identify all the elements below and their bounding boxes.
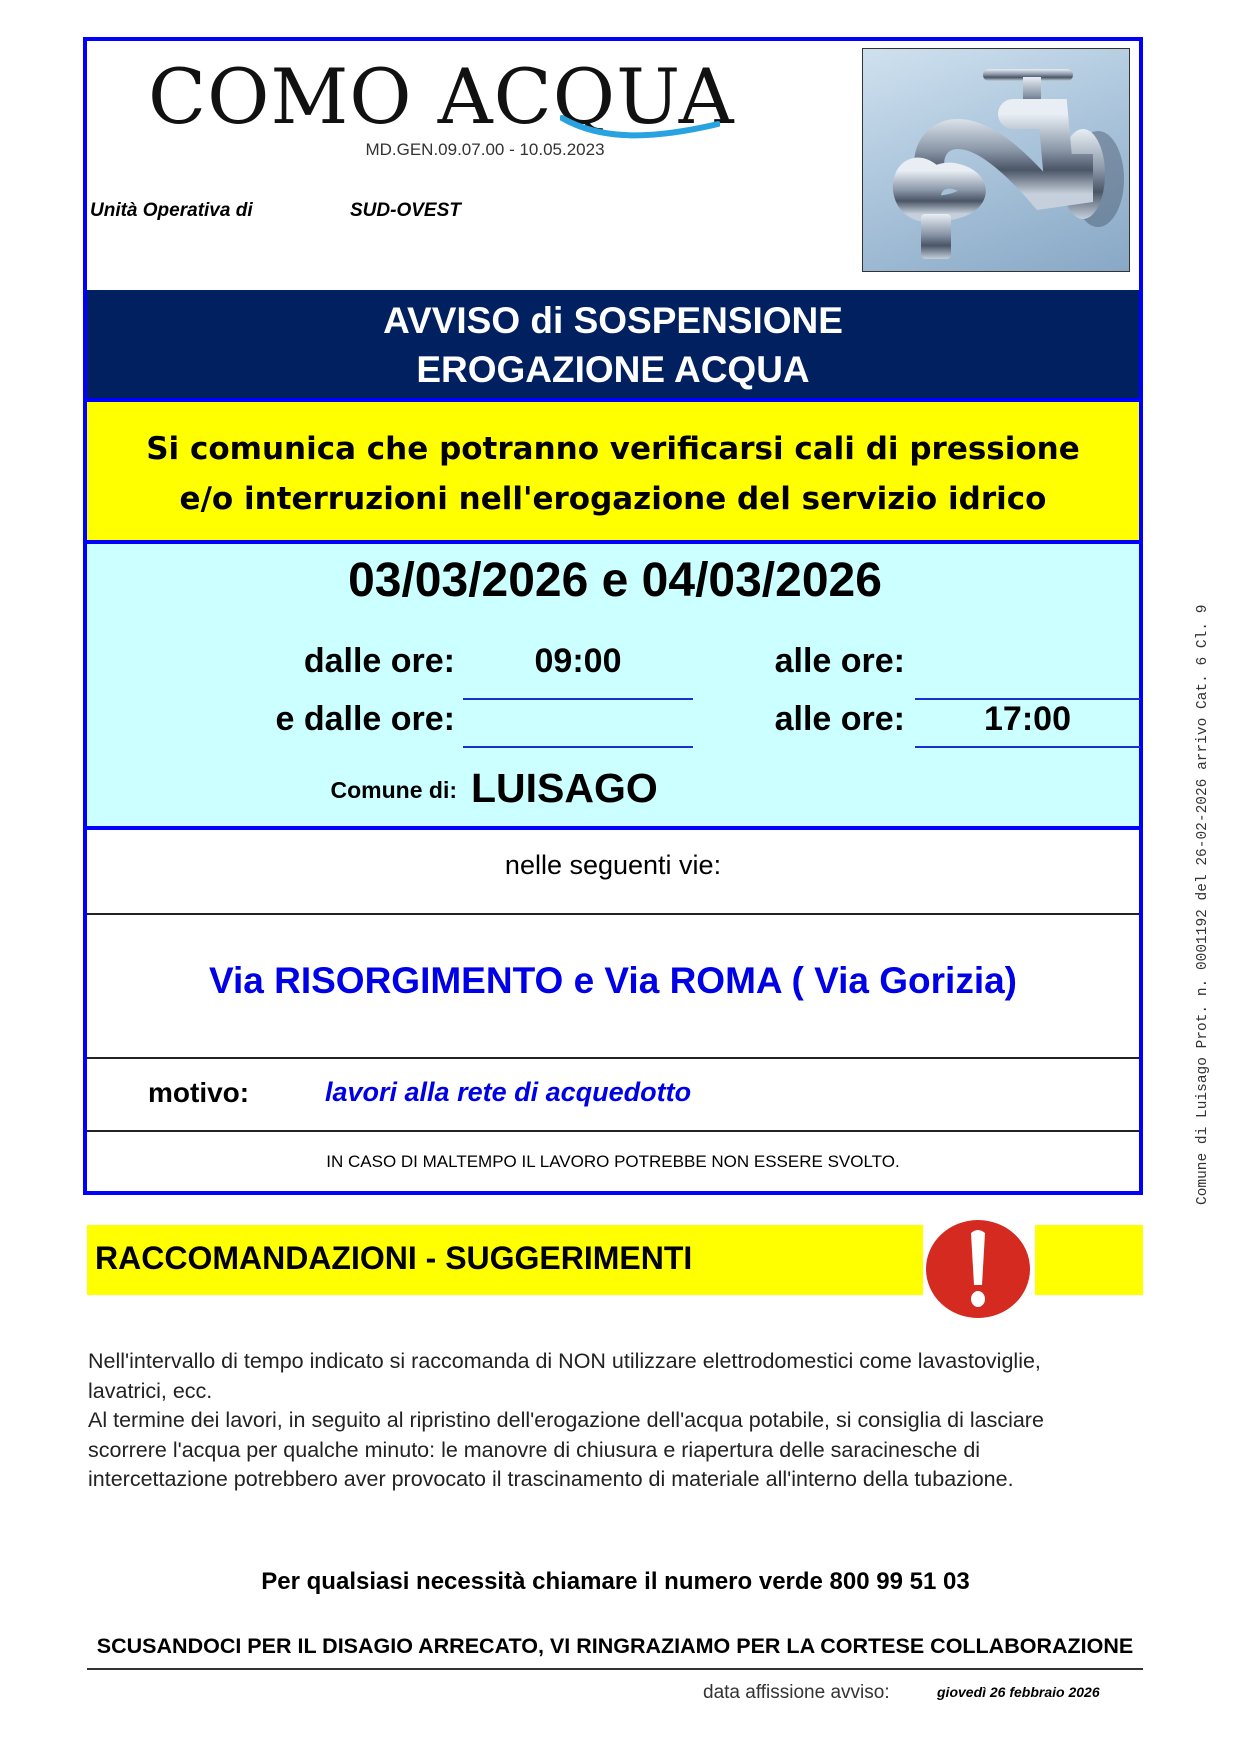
from-time-label-2: e dalle ore: [275, 700, 455, 738]
exclamation-icon [921, 1219, 1035, 1319]
streets-label: nelle seguenti vie: [504, 850, 722, 880]
from-time-label-1: dalle ore: [303, 642, 455, 680]
knotted-faucet-icon [863, 49, 1129, 271]
contact-line: Per qualsiasi necessità chiamare il numero verde 800 99 51 03 [261, 1568, 970, 1595]
footer-rule [87, 1668, 1143, 1670]
notice-title [83, 290, 1143, 402]
unit-label: Unità Operativa di [90, 200, 253, 221]
thanks-line: SCUSANDOCI PER IL DISAGIO ARRECATO, VI RINGRAZIAMO PER LA CORTESE COLLABORAZIONE [96, 1634, 1134, 1658]
title-line-2: EROGAZIONE ACQUA [416, 349, 810, 390]
to-time-value-2: 17:00 [984, 700, 1071, 738]
reason-value: lavori alla rete di acquedotto [325, 1077, 692, 1107]
recommendations-banner-end [1035, 1225, 1143, 1295]
to-time-underline-2 [915, 746, 1140, 748]
comune-label: Comune di: [330, 777, 457, 803]
posting-date-value: giovedì 26 febbraio 2026 [937, 1684, 1100, 1700]
weather-note: IN CASO DI MALTEMPO IL LAVORO POTREBBE NON ESSERE SVOLTO. [326, 1152, 900, 1171]
company-logo: COMO ACQUA [148, 52, 735, 141]
to-time-label-1: alle ore: [774, 642, 905, 680]
from-time-underline-1 [463, 698, 693, 700]
recommendation-paragraph-1: Nell'intervallo di tempo indicato si raccomanda di NON utilizzare elettrodomestici come lavastoviglie, lavatrici, ecc. [88, 1349, 1041, 1403]
from-time-value-1: 09:00 [534, 642, 622, 680]
from-time-underline-2 [463, 746, 693, 748]
notice-line-2: e/o interruzioni nell'erogazione del servizio idrico [179, 481, 1047, 517]
title-line-1: AVVISO di SOSPENSIONE [383, 300, 843, 341]
row-divider [87, 1130, 1139, 1132]
notice-line-1: Si comunica che potranno verificarsi cali di pressione [146, 431, 1080, 467]
faucet-image [862, 48, 1130, 272]
row-divider [87, 1057, 1139, 1059]
protocol-stamp: Comune di Luisago Prot. n. 0001192 del 26-02-2026 arrivo Cat. 6 Cl. 9 [1195, 604, 1211, 1205]
affected-streets: Via RISORGIMENTO e Via ROMA ( Via Gorizia) [208, 960, 1018, 1001]
recommendations-text [88, 1347, 1128, 1495]
to-time-label-2: alle ore: [774, 700, 905, 738]
logo-wave-icon [560, 110, 720, 140]
suspension-dates: 03/03/2026 e 04/03/2026 [348, 554, 882, 607]
reason-label: motivo: [148, 1077, 250, 1108]
row-divider [87, 913, 1139, 915]
document-code: MD.GEN.09.07.00 - 10.05.2023 [365, 140, 605, 159]
recommendations-title: RACCOMANDAZIONI - SUGGERIMENTI [95, 1240, 693, 1276]
posting-date-label: data affissione avviso: [703, 1682, 890, 1703]
comune-value: LUISAGO [471, 765, 658, 811]
notice-message [87, 402, 1139, 540]
unit-value: SUD-OVEST [350, 200, 461, 221]
recommendation-paragraph-2: Al termine dei lavori, in seguito al ripristino dell'erogazione dell'acqua potabile, si consiglia di lasciare scorrere l'acqua per qualche minuto: le manovre di chiusura e riapertura delle saracinesche di intercettazione potrebbero aver provocato il trascinamento di materiale all'interno della tubazione. [88, 1408, 1044, 1491]
